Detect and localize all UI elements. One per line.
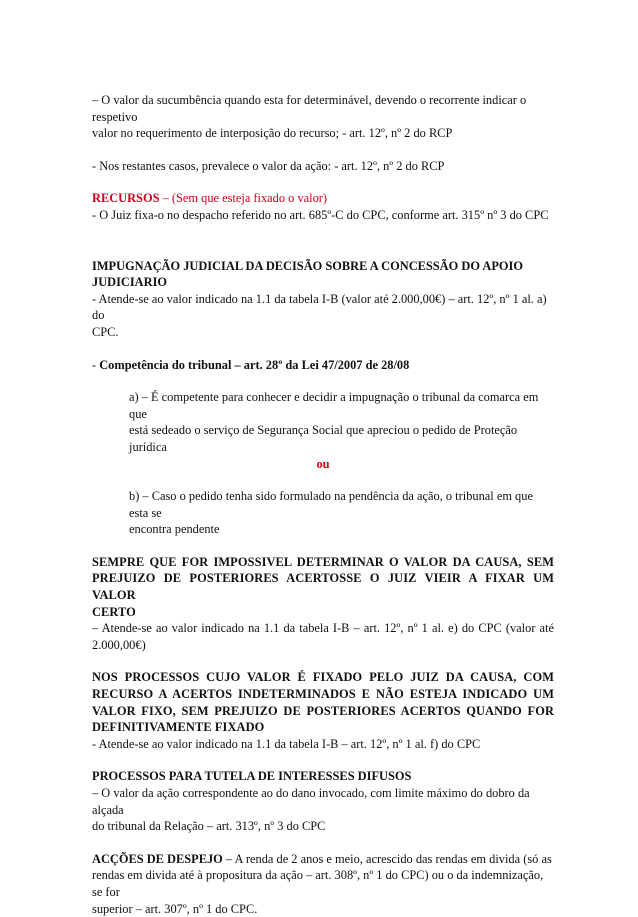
impugnacao-text-1: - Atende-se ao valor indicado na 1.1 da tabela I-B (valor até 2.000,00€) – art. 12º, nº 1 al. a) do (92, 291, 547, 323)
item-b-line-2: encontra pendente (129, 522, 220, 537)
sempre-text-2: 2.000,00€) (92, 637, 146, 652)
impugnacao-title-2: JUDICIARIO (92, 275, 168, 290)
impugnacao-text-2: CPC. (92, 324, 119, 339)
recursos-label: RECURSOS (92, 191, 160, 206)
competencia-line (92, 357, 554, 374)
nos-processos-title-2: RECURSO A ACERTOS INDETERMINADOS E NÃO ESTEJA INDICADO UM (92, 687, 554, 702)
recursos-heading (92, 190, 554, 207)
processos-difusos-text-2: do tribunal da Relação – art. 313º, nº 3 do CPC (92, 819, 326, 834)
accoes-despejo-line-1 (92, 851, 554, 868)
competencia-title: Competência do tribunal – art. 28º da Lei 47/2007 de 28/08 (99, 357, 410, 372)
sempre-title-1: SEMPRE QUE FOR IMPOSSIVEL DETERMINAR O VALOR DA CAUSA, SEM (92, 554, 554, 569)
accoes-despejo-text-1: – A renda de 2 anos e meio, acrescido das rendas em divida (só as (222, 851, 552, 866)
sempre-text-1: – Atende-se ao valor indicado na 1.1 da tabela I-B – art. 12º, nº 1 al. e) do CPC (valor até (92, 621, 554, 636)
sucumbencia-line-1: – O valor da sucumbência quando esta for determinável, devendo o recorrente indicar o respetivo (92, 93, 527, 124)
document-page (92, 92, 554, 917)
recursos-line-2: - O Juiz fixa-o no despacho referido no art. 685º-C do CPC, conforme art. 315º nº 3 do CPC (92, 207, 549, 222)
nos-processos-title-4: DEFINITIVAMENTE FIXADO (92, 720, 265, 735)
accoes-despejo-text-3: superior – art. 307º, nº 1 do CPC. (92, 901, 258, 916)
processos-difusos-text-1: – O valor da ação correspondente ao do dano invocado, com limite máximo do dobro da alçada (92, 786, 530, 817)
nos-processos-title-1: NOS PROCESSOS CUJO VALOR É FIXADO PELO JUIZ DA CAUSA, COM (92, 670, 554, 685)
sempre-title-3: CERTO (92, 604, 136, 619)
recursos-dash: – (159, 191, 172, 206)
sucumbencia-line-2: valor no requerimento de interposição do recurso; - art. 12º, nº 2 do RCP (92, 126, 453, 141)
recursos-note: (Sem que esteja fixado o valor) (171, 191, 328, 206)
restantes-casos-line: - Nos restantes casos, prevalece o valor da ação: - art. 12º, nº 2 do RCP (92, 158, 445, 173)
impugnacao-title-1: IMPUGNAÇÃO JUDICIAL DA DECISÃO SOBRE A CONCESSÃO DO APOIO (92, 258, 523, 273)
sempre-title-2: PREJUIZO DE POSTERIORES ACERTOSSE O JUIZ VIEIR A FIXAR UM VALOR (92, 571, 554, 603)
nos-processos-text: - Atende-se ao valor indicado na 1.1 da tabela I-B – art. 12º, nº 1 al. f) do CPC (92, 736, 481, 751)
item-b-line-1: b) – Caso o pedido tenha sido formulado na pendência da ação, o tribunal em que esta se (129, 489, 533, 520)
accoes-despejo-text-2: rendas em divida até à propositura da ação – art. 308º, nº 1 do CPC) ou o da indemnização, se for (92, 868, 544, 899)
item-a-line-2: está sedeado o serviço de Segurança Social que apreciou o pedido de Proteção jurídica (129, 423, 518, 454)
accoes-despejo-title: ACÇÕES DE DESPEJO (92, 851, 223, 866)
processos-difusos-title: PROCESSOS PARA TUTELA DE INTERESSES DIFUSOS (92, 769, 412, 784)
item-a-line-1: a) – É competente para conhecer e decidir a impugnação o tribunal da comarca em que (129, 390, 539, 421)
ou-separator: ou (316, 456, 330, 471)
competencia-prefix: - (92, 357, 100, 372)
nos-processos-title-3: VALOR FIXO, SEM PREJUIZO DE POSTERIORES ACERTOS QUANDO FOR (92, 703, 554, 718)
